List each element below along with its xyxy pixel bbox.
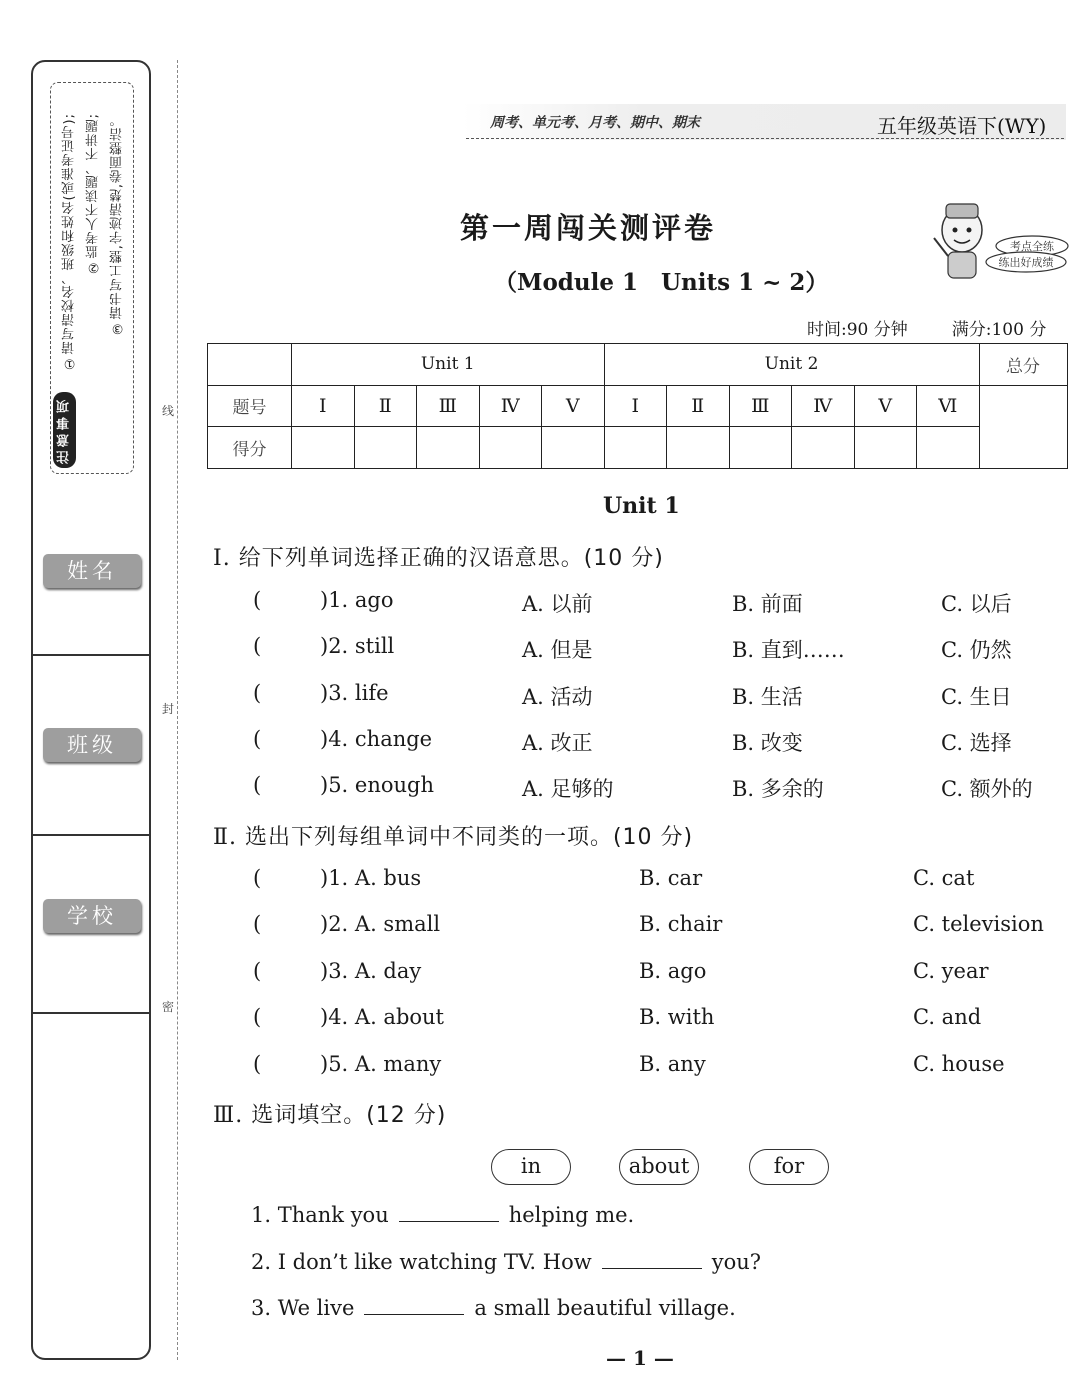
score-cell[interactable] xyxy=(667,427,730,469)
answer-paren[interactable]: ( xyxy=(253,866,262,890)
time-limit: 时间:90 分钟 xyxy=(807,320,908,340)
question-row xyxy=(0,588,1080,622)
section-2-title xyxy=(213,820,693,851)
sentence-start: 3. We live xyxy=(251,1296,355,1320)
table-cell: Ⅴ xyxy=(542,385,605,427)
cut-char-line: 线 xyxy=(162,404,175,418)
answer-paren[interactable]: ( xyxy=(253,634,262,658)
table-cell: Ⅱ xyxy=(354,385,417,427)
header-exam-types: 周考、单元考、月考、期中、期末 xyxy=(490,115,700,131)
cut-char-secret: 密 xyxy=(162,1000,175,1014)
notice-line-2: ②监考人不读题、不讲题; xyxy=(86,113,101,275)
question-row xyxy=(0,959,1080,993)
sentence-end: a small beautiful village. xyxy=(474,1296,736,1320)
option-b: B. 多余的 xyxy=(732,777,824,801)
answer-paren[interactable]: ( xyxy=(253,959,262,983)
question-text: )2. still xyxy=(320,634,395,658)
question-text: )5. enough xyxy=(320,773,434,797)
option-a: )1. A. bus xyxy=(320,866,422,890)
option-a: A. 改正 xyxy=(522,731,593,755)
divider xyxy=(33,834,149,836)
score-cell[interactable] xyxy=(604,427,667,469)
mascot-text-2: 练出好成绩 xyxy=(998,256,1054,269)
option-a: A. 活动 xyxy=(522,685,593,709)
option-a: A. 但是 xyxy=(522,638,593,662)
fill-blank-sentence xyxy=(251,1248,761,1274)
answer-paren[interactable]: ( xyxy=(253,912,262,936)
option-b: B. car xyxy=(639,866,703,890)
unit2-header: Unit 2 xyxy=(604,344,979,386)
fill-blank-sentence xyxy=(251,1294,736,1320)
question-row xyxy=(0,681,1080,715)
sentence-start: 1. Thank you xyxy=(251,1203,389,1227)
mascot-text-1: 考点全练 xyxy=(1010,240,1054,253)
option-c: C. 选择 xyxy=(941,731,1012,755)
class-label: 班级 xyxy=(43,728,141,762)
section-3-instruction: 选词填空。(12 分) xyxy=(251,1103,447,1128)
fill-blank-row xyxy=(0,1294,1080,1328)
blank-input[interactable] xyxy=(602,1248,702,1269)
table-row xyxy=(208,344,1068,386)
option-c: C. 仍然 xyxy=(941,638,1012,662)
answer-paren[interactable]: ( xyxy=(253,1052,262,1076)
answer-paren[interactable]: ( xyxy=(253,727,262,751)
fill-blank-row xyxy=(0,1248,1080,1282)
option-a: A. 以前 xyxy=(522,592,593,616)
option-c: C. house xyxy=(913,1052,1005,1076)
table-cell: Ⅲ xyxy=(417,385,480,427)
mascot-icon xyxy=(924,198,1072,282)
table-cell: Ⅳ xyxy=(479,385,542,427)
question-text: )1. ago xyxy=(320,588,394,612)
section-1-number: Ⅰ. xyxy=(213,546,231,571)
option-b: B. with xyxy=(639,1005,715,1029)
question-row xyxy=(0,1005,1080,1039)
sentence-start: 2. I don’t like watching TV. How xyxy=(251,1250,592,1274)
option-a: )5. A. many xyxy=(320,1052,442,1076)
question-row xyxy=(0,773,1080,807)
question-number-label: 题号 xyxy=(208,385,292,427)
sentence-end: you? xyxy=(711,1250,762,1274)
header-rule xyxy=(466,138,1064,139)
word-bank-in: in xyxy=(491,1149,571,1185)
unit1-header: Unit 1 xyxy=(292,344,605,386)
score-label: 得分 xyxy=(208,427,292,469)
score-cell[interactable] xyxy=(479,427,542,469)
table-cell: Ⅰ xyxy=(604,385,667,427)
option-c: C. year xyxy=(913,959,989,983)
option-c: C. 额外的 xyxy=(941,777,1033,801)
name-label: 姓名 xyxy=(43,554,141,588)
option-b: B. 改变 xyxy=(732,731,803,755)
score-cell[interactable] xyxy=(417,427,480,469)
total-header: 总分 xyxy=(979,344,1067,386)
section-3-title xyxy=(213,1098,446,1129)
option-b: B. any xyxy=(639,1052,706,1076)
score-cell[interactable] xyxy=(354,427,417,469)
option-a: )3. A. day xyxy=(320,959,422,983)
table-cell: Ⅲ xyxy=(729,385,792,427)
question-row xyxy=(0,866,1080,900)
page-number: — 1 — xyxy=(606,1346,674,1370)
score-cell[interactable] xyxy=(729,427,792,469)
full-score: 满分:100 分 xyxy=(951,320,1047,340)
option-a: )4. A. about xyxy=(320,1005,444,1029)
answer-paren[interactable]: ( xyxy=(253,588,262,612)
section-1-instruction: 给下列单词选择正确的汉语意思。(10 分) xyxy=(238,546,664,571)
answer-paren[interactable]: ( xyxy=(253,773,262,797)
sentence-end: helping me. xyxy=(508,1203,635,1227)
notice-line-1: ①请写清校名、班级和姓名(或准考证号); xyxy=(62,113,77,371)
answer-paren[interactable]: ( xyxy=(253,1005,262,1029)
time-info xyxy=(807,315,1046,340)
option-b: B. 直到…… xyxy=(732,638,845,662)
table-row xyxy=(208,427,1068,469)
score-cell[interactable] xyxy=(542,427,605,469)
fill-blank-row xyxy=(0,1201,1080,1235)
section-1-title xyxy=(213,541,664,572)
question-row xyxy=(0,912,1080,946)
option-a: )2. A. small xyxy=(320,912,441,936)
question-text: )3. life xyxy=(320,681,389,705)
option-c: C. television xyxy=(913,912,1044,936)
blank-input[interactable] xyxy=(364,1294,464,1315)
question-text: )4. change xyxy=(320,727,433,751)
school-label: 学校 xyxy=(43,899,141,933)
blank-input[interactable] xyxy=(399,1201,499,1222)
table-cell: Ⅴ xyxy=(854,385,917,427)
option-b: B. 生活 xyxy=(732,685,803,709)
table-cell: Ⅰ xyxy=(292,385,355,427)
table-cell: Ⅵ xyxy=(917,385,980,427)
section-2-number: Ⅱ. xyxy=(213,825,237,850)
cut-char-seal: 封 xyxy=(162,702,175,716)
table-cell: Ⅳ xyxy=(792,385,855,427)
option-b: B. chair xyxy=(639,912,723,936)
option-a: A. 足够的 xyxy=(522,777,614,801)
total-score-cell[interactable] xyxy=(979,385,1067,468)
score-cell[interactable] xyxy=(292,427,355,469)
score-cell[interactable] xyxy=(792,427,855,469)
option-c: C. and xyxy=(913,1005,982,1029)
header-grade-subject: 五年级英语下(WY) xyxy=(877,114,1047,138)
unit-heading: Unit 1 xyxy=(603,493,680,519)
section-3-number: Ⅲ. xyxy=(213,1103,244,1128)
score-cell[interactable] xyxy=(917,427,980,469)
table-row xyxy=(208,385,1068,427)
page-subtitle: （Module 1 Units 1 ~ 2） xyxy=(494,269,829,296)
fill-blank-sentence xyxy=(251,1201,634,1227)
page-title: 第一周闯关测评卷 xyxy=(460,211,717,245)
option-c: C. 以后 xyxy=(941,592,1012,616)
notice-line-3: ③请书写工整,字迹清楚,卷面整洁。 xyxy=(110,113,125,336)
question-row xyxy=(0,1052,1080,1086)
notice-title: 注意事项 xyxy=(53,392,76,468)
option-b: B. ago xyxy=(639,959,707,983)
table-cell xyxy=(208,344,292,386)
score-table xyxy=(207,343,1068,469)
option-b: B. 前面 xyxy=(732,592,803,616)
word-bank-for: for xyxy=(749,1149,829,1185)
question-row xyxy=(0,727,1080,761)
option-c: C. cat xyxy=(913,866,975,890)
word-bank-about: about xyxy=(619,1149,699,1185)
question-row xyxy=(0,634,1080,668)
answer-paren[interactable]: ( xyxy=(253,681,262,705)
section-2-instruction: 选出下列每组单词中不同类的一项。(10 分) xyxy=(244,825,694,850)
option-c: C. 生日 xyxy=(941,685,1012,709)
score-cell[interactable] xyxy=(854,427,917,469)
table-cell: Ⅱ xyxy=(667,385,730,427)
